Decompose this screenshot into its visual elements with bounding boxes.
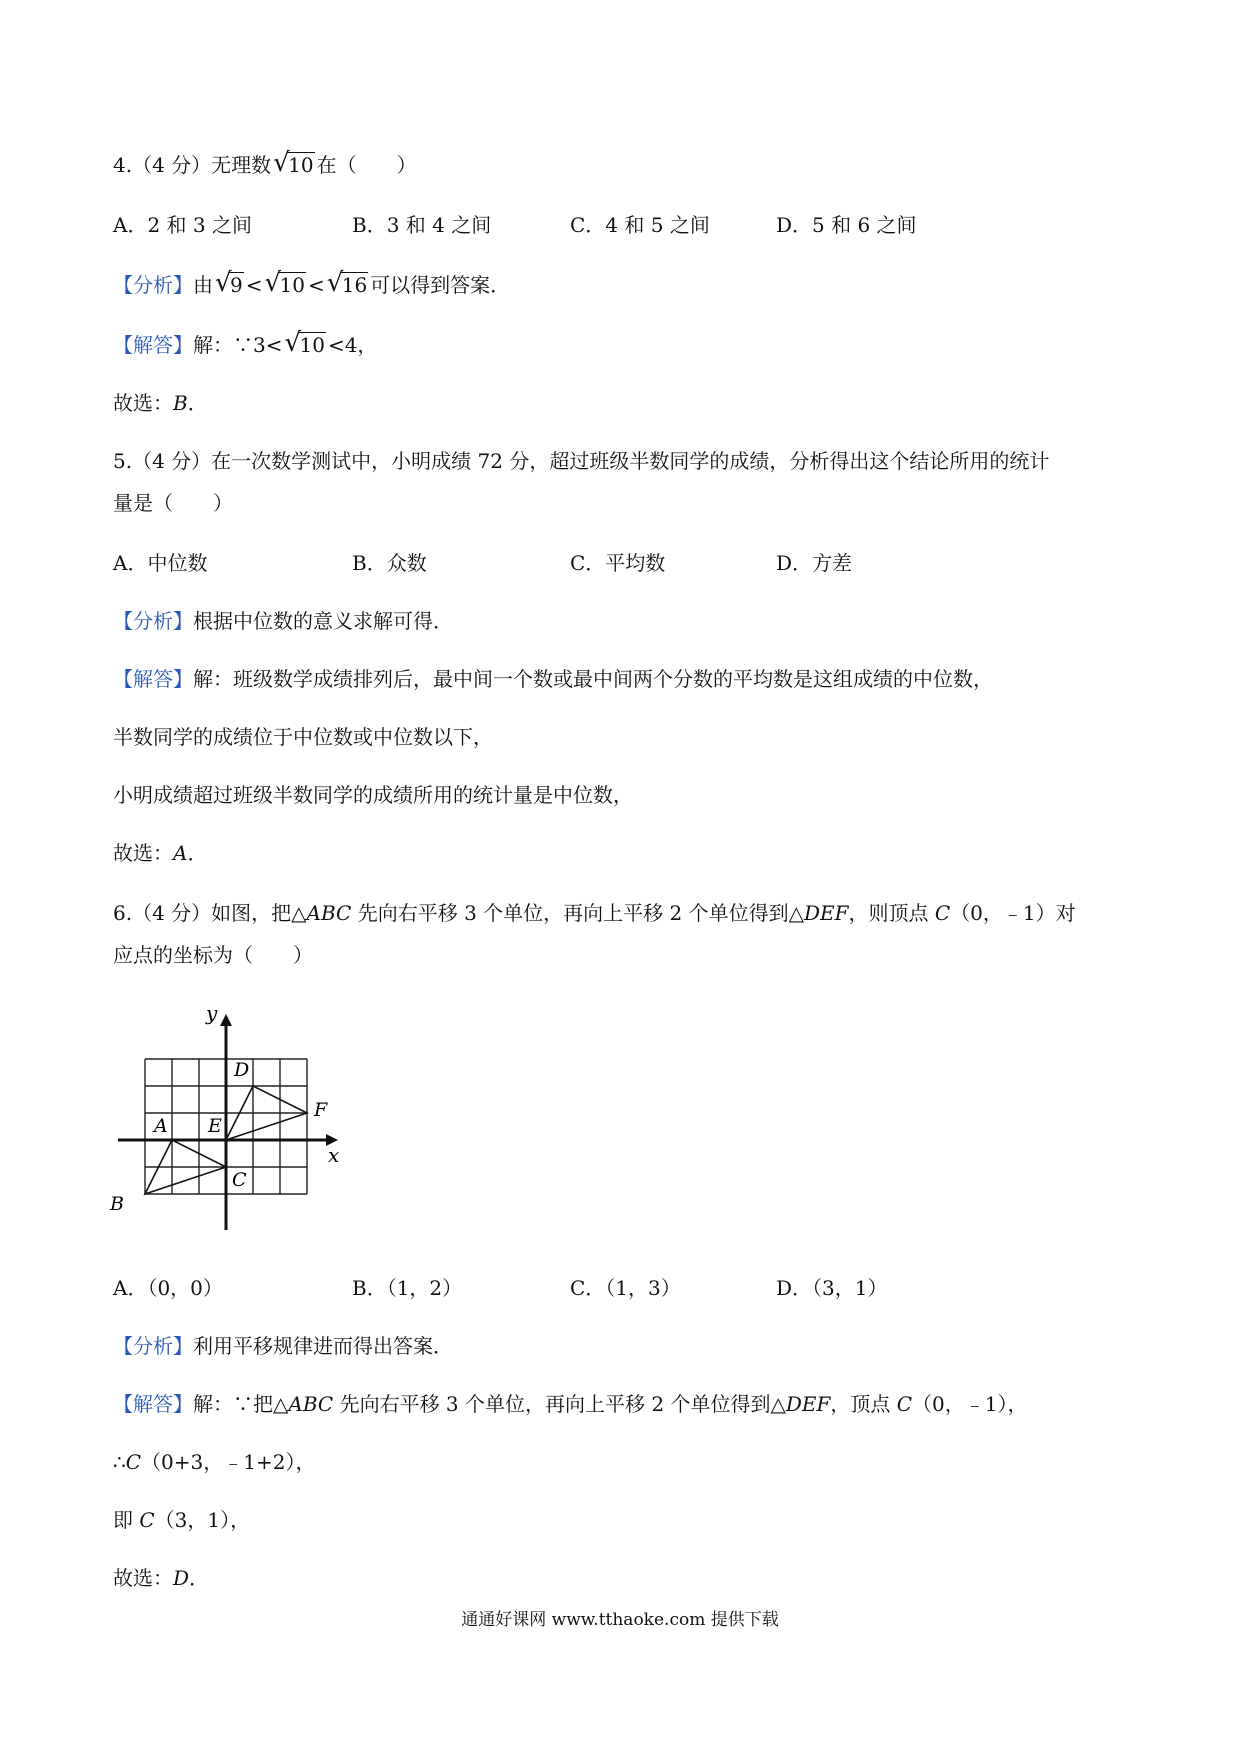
q5-answer-1: 【解答】解：班级数学成绩排列后，最中间一个数或最中间两个分数的平均数是这组成绩的中位数， (113, 667, 993, 691)
q6-answer-1: 【解答】解：∵把△ABC 先向右平移 3 个单位，再向上平移 2 个单位得到△DEF，顶点 C（0，﹣1）， (113, 1392, 1028, 1416)
q5-option-b: B．众数 (352, 551, 427, 575)
label-f: F (314, 1099, 328, 1121)
sqrt-16: √ 16 (326, 268, 368, 298)
q5-answer-3: 小明成绩超过班级半数同学的成绩所用的统计量是中位数， (113, 783, 633, 807)
q5-option-d: D．方差 (776, 551, 853, 575)
q6-choice: 故选：D． (113, 1566, 210, 1590)
label-x: x (328, 1143, 340, 1167)
q5-answer-2: 半数同学的成绩位于中位数或中位数以下， (113, 725, 493, 749)
label-d: D (234, 1059, 250, 1081)
q4-choice: 故选：B． (113, 391, 208, 415)
label-c: C (232, 1169, 247, 1191)
label-e: E (208, 1115, 222, 1137)
q5-stem-line-2: 量是（ ） (113, 491, 233, 515)
sqrt-9: √ 9 (215, 268, 243, 298)
label-b: B (110, 1193, 124, 1215)
page-footer: 通通好课网 www.tthaoke.com 提供下载 (461, 1610, 779, 1630)
q4-option-d: D．5 和 6 之间 (776, 213, 917, 237)
label-y: y (206, 1001, 218, 1025)
q4-option-b: B．3 和 4 之间 (352, 213, 492, 237)
q6-option-c: C．（1，3） (570, 1276, 681, 1300)
label-a: A (154, 1115, 168, 1137)
sqrt-10: √ 10 (273, 148, 314, 178)
q5-choice: 故选：A． (113, 841, 208, 865)
analysis-tag: 【分析】 (113, 273, 193, 297)
answer-tag: 【解答】 (113, 333, 193, 357)
y-axis-arrow (220, 1014, 232, 1026)
q4-stem-text: 4.（4 分）无理数 (113, 153, 272, 177)
q6-stem-line-1: 6.（4 分）如图，把△ABC 先向右平移 3 个单位，再向上平移 2 个单位得到△DEF，则顶点 C（0，﹣1）对 (113, 901, 1076, 925)
q4-stem-end: 在（ ） (316, 153, 417, 177)
q6-answer-2: ∴C（0+3，﹣1+2）， (113, 1450, 316, 1474)
q6-stem-line-2: 应点的坐标为（ ） (113, 943, 313, 967)
q5-analysis: 【分析】根据中位数的意义求解可得． (113, 609, 453, 633)
sqrt-10: √ 10 (284, 328, 325, 358)
q6-analysis: 【分析】利用平移规律进而得出答案． (113, 1334, 453, 1358)
q5-option-c: C．平均数 (570, 551, 666, 575)
q4-option-a: A．2 和 3 之间 (113, 213, 252, 237)
q6-option-a: A．（0，0） (113, 1276, 223, 1300)
q6-option-b: B．（1，2） (352, 1276, 463, 1300)
q5-option-a: A．中位数 (113, 551, 208, 575)
q4-option-c: C．4 和 5 之间 (570, 213, 710, 237)
sqrt-10: √ 10 (264, 268, 305, 298)
q4-answer: 【解答】解：∵3< √ 10 <4， (113, 328, 378, 358)
q5-stem-line-1: 5.（4 分）在一次数学测试中，小明成绩 72 分，超过班级半数同学的成绩，分析得出这个结论所用的统计 (113, 449, 1050, 473)
q4-stem (113, 150, 417, 180)
q4-analysis: 【分析】由 √ 9 < √ 10 < √ 16 可以得到答案． (113, 268, 511, 298)
q6-answer-3: 即 C（3，1）， (113, 1508, 251, 1532)
translation-figure (108, 1000, 348, 1240)
q6-option-d: D．（3，1） (776, 1276, 888, 1300)
